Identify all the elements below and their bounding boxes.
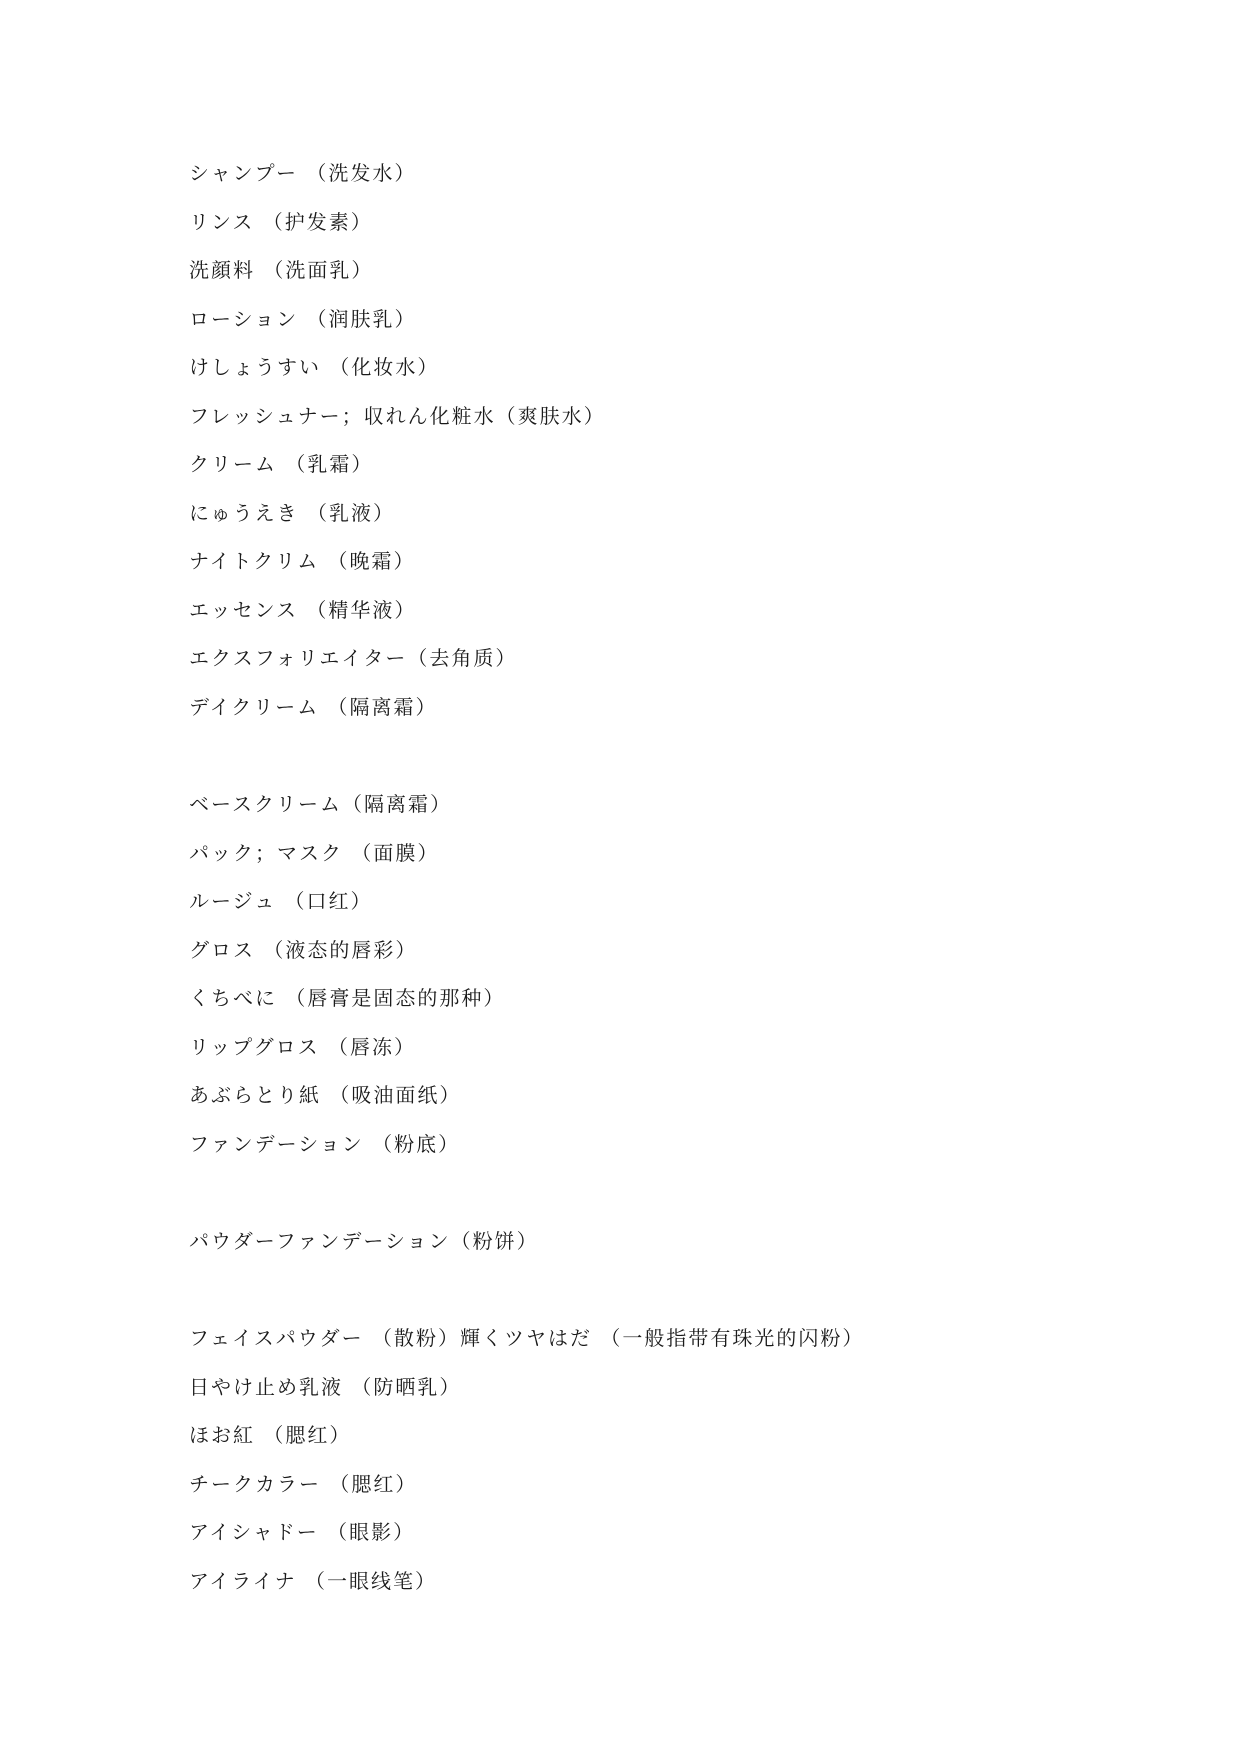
term-line: リップグロス （唇冻） [189,1035,416,1059]
term-line: デイクリーム （隔离霜） [189,695,438,719]
term-line: アイシャドー （眼影） [189,1520,416,1544]
term-line: シャンプー （洗发水） [189,161,417,185]
term-line: 洗顔料 （洗面乳） [189,258,374,282]
term-line: くちべに （唇膏是固态的那种） [189,986,506,1010]
term-line: リンス （护发素） [189,210,373,234]
term-line: けしょうすい （化妆水） [189,355,440,379]
term-line: ベースクリーム（隔离霜） [189,792,452,816]
term-line: グロス （液态的唇彩） [189,938,418,962]
term-line: ルージュ （口红） [189,889,373,913]
term-line: パウダーファンデーション（粉饼） [189,1229,539,1253]
term-line: 日やけ止め乳液 （防晒乳） [189,1375,462,1399]
term-line: あぶらとり紙 （吸油面纸） [189,1083,462,1107]
term-line: エクスフォリエイター（去角质） [189,646,518,670]
term-line: エッセンス （精华液） [189,598,417,622]
term-line: アイライナ （一眼线笔） [189,1569,437,1593]
term-line: ローション （润肤乳） [189,307,417,331]
term-line: ファンデーション （粉底） [189,1132,461,1156]
term-line: クリーム （乳霜） [189,452,374,476]
term-line: チークカラー （腮红） [189,1472,418,1496]
term-line: ナイトクリム （晚霜） [189,549,416,573]
term-line: フレッシュナー；収れん化粧水（爽肤水） [189,404,606,428]
term-line: フェイスパウダー （散粉）輝くツヤはだ （一般指带有珠光的闪粉） [189,1326,865,1350]
term-line: にゅうえき （乳液） [189,501,395,525]
term-line: ほお紅 （腮红） [189,1423,352,1447]
term-line: パック；マスク （面膜） [189,841,440,865]
